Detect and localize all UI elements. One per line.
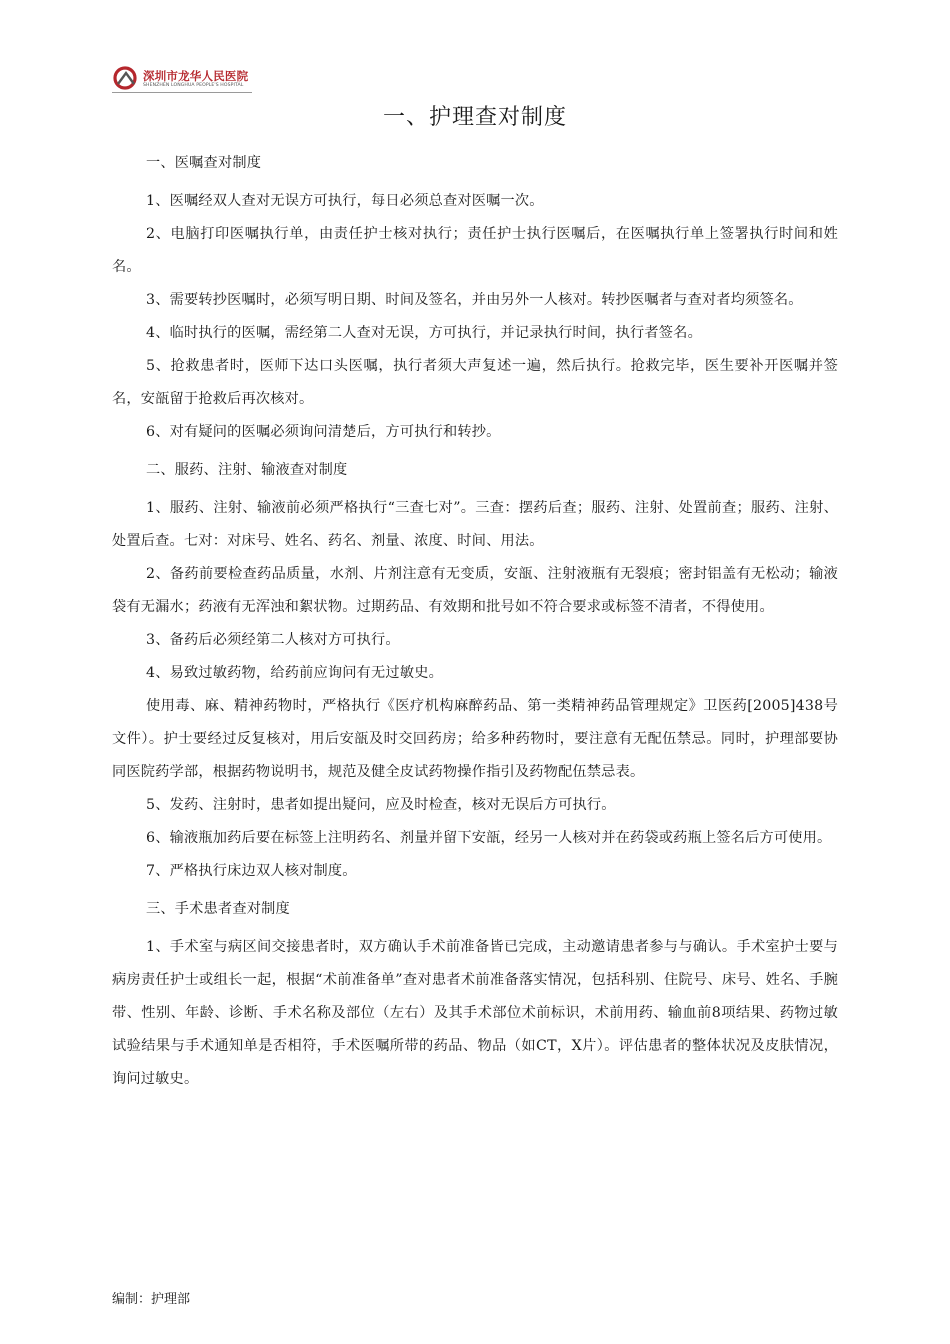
hospital-logo-icon xyxy=(112,64,142,92)
footer-editor: 编制：护理部 xyxy=(112,1292,191,1307)
header-divider xyxy=(112,92,252,93)
paragraph: 4、易致过敏药物，给药前应询问有无过敏史。 xyxy=(146,665,443,681)
paragraph: 7、严格执行床边双人核对制度。 xyxy=(146,863,357,879)
logo-name-cn: 深圳市龙华人民医院 xyxy=(143,69,249,83)
paragraph: 1、手术室与病区间交接患者时，双方确认手术前准备皆已完成，主动邀请患者参与与确认。手术室护士要与病房责任护士或组长一起，根据“术前准备单”查对患者术前准备落实情况，包括科别、住院号、床号、姓名、手腕带、性别、年龄、诊断、手术名称及部位（左右）及其手术部位术前标识，术前用药、输血前8项结果、药物过敏试验结果与手术通知单是否相符，手术医嘱所带的药品、物品（如CT，X片）。评估患者的整体状况及皮肤情况，询问过敏史。 xyxy=(112,939,838,1087)
section-heading: 二、服药、注射、输液查对制度 xyxy=(146,462,348,478)
section-heading: 一、医嘱查对制度 xyxy=(146,155,262,171)
paragraph: 5、抢救患者时，医师下达口头医嘱，执行者须大声复述一遍，然后执行。抢救完毕，医生要补开医嘱并签名，安瓿留于抢救后再次核对。 xyxy=(112,358,838,407)
paragraph: 3、备药后必须经第二人核对方可执行。 xyxy=(146,632,400,648)
paragraph: 3、需要转抄医嘱时，必须写明日期、时间及签名，并由另外一人核对。转抄医嘱者与查对者均须签名。 xyxy=(146,292,803,308)
paragraph: 6、输液瓶加药后要在标签上注明药名、剂量并留下安瓿，经另一人核对并在药袋或药瓶上签名后方可使用。 xyxy=(146,830,832,846)
paragraph: 使用毒、麻、精神药物时，严格执行《医疗机构麻醉药品、第一类精神药品管理规定》卫医药[2005]438号文件）。护士要经过反复核对，用后安瓿及时交回药房；给多种药物时，要注意有无配伍禁忌。同时，护理部要协同医院药学部，根据药物说明书，规范及健全皮试药物操作指引及药物配伍禁忌表。 xyxy=(112,698,838,780)
paragraph: 1、医嘱经双人查对无误方可执行，每日必须总查对医嘱一次。 xyxy=(146,193,544,209)
document-body xyxy=(112,142,838,1096)
paragraph: 5、发药、注射时，患者如提出疑问，应及时检查，核对无误后方可执行。 xyxy=(146,797,616,813)
paragraph: 1、服药、注射、输液前必须严格执行“三查七对”。三查：摆药后查；服药、注射、处置前查；服药、注射、处置后查。七对：对床号、姓名、药名、剂量、浓度、时间、用法。 xyxy=(112,500,838,549)
paragraph: 2、备药前要检查药品质量，水剂、片剂注意有无变质，安瓿、注射液瓶有无裂痕；密封铝盖有无松动；输液袋有无漏水；药液有无浑浊和絮状物。过期药品、有效期和批号如不符合要求或标签不清者，不得使用。 xyxy=(112,566,838,615)
logo-name-en: SHENZHEN LONGHUA PEOPLE'S HOSPITAL xyxy=(143,83,244,88)
document-title: 一、护理查对制度 xyxy=(382,105,567,130)
hospital-logo xyxy=(112,64,252,92)
paragraph: 4、临时执行的医嘱，需经第二人查对无误，方可执行，并记录执行时间，执行者签名。 xyxy=(146,325,702,341)
section-heading: 三、手术患者查对制度 xyxy=(146,901,290,917)
paragraph: 6、对有疑问的医嘱必须询问清楚后，方可执行和转抄。 xyxy=(146,424,501,440)
paragraph: 2、电脑打印医嘱执行单，由责任护士核对执行；责任护士执行医嘱后，在医嘱执行单上签署执行时间和姓名。 xyxy=(112,226,838,275)
